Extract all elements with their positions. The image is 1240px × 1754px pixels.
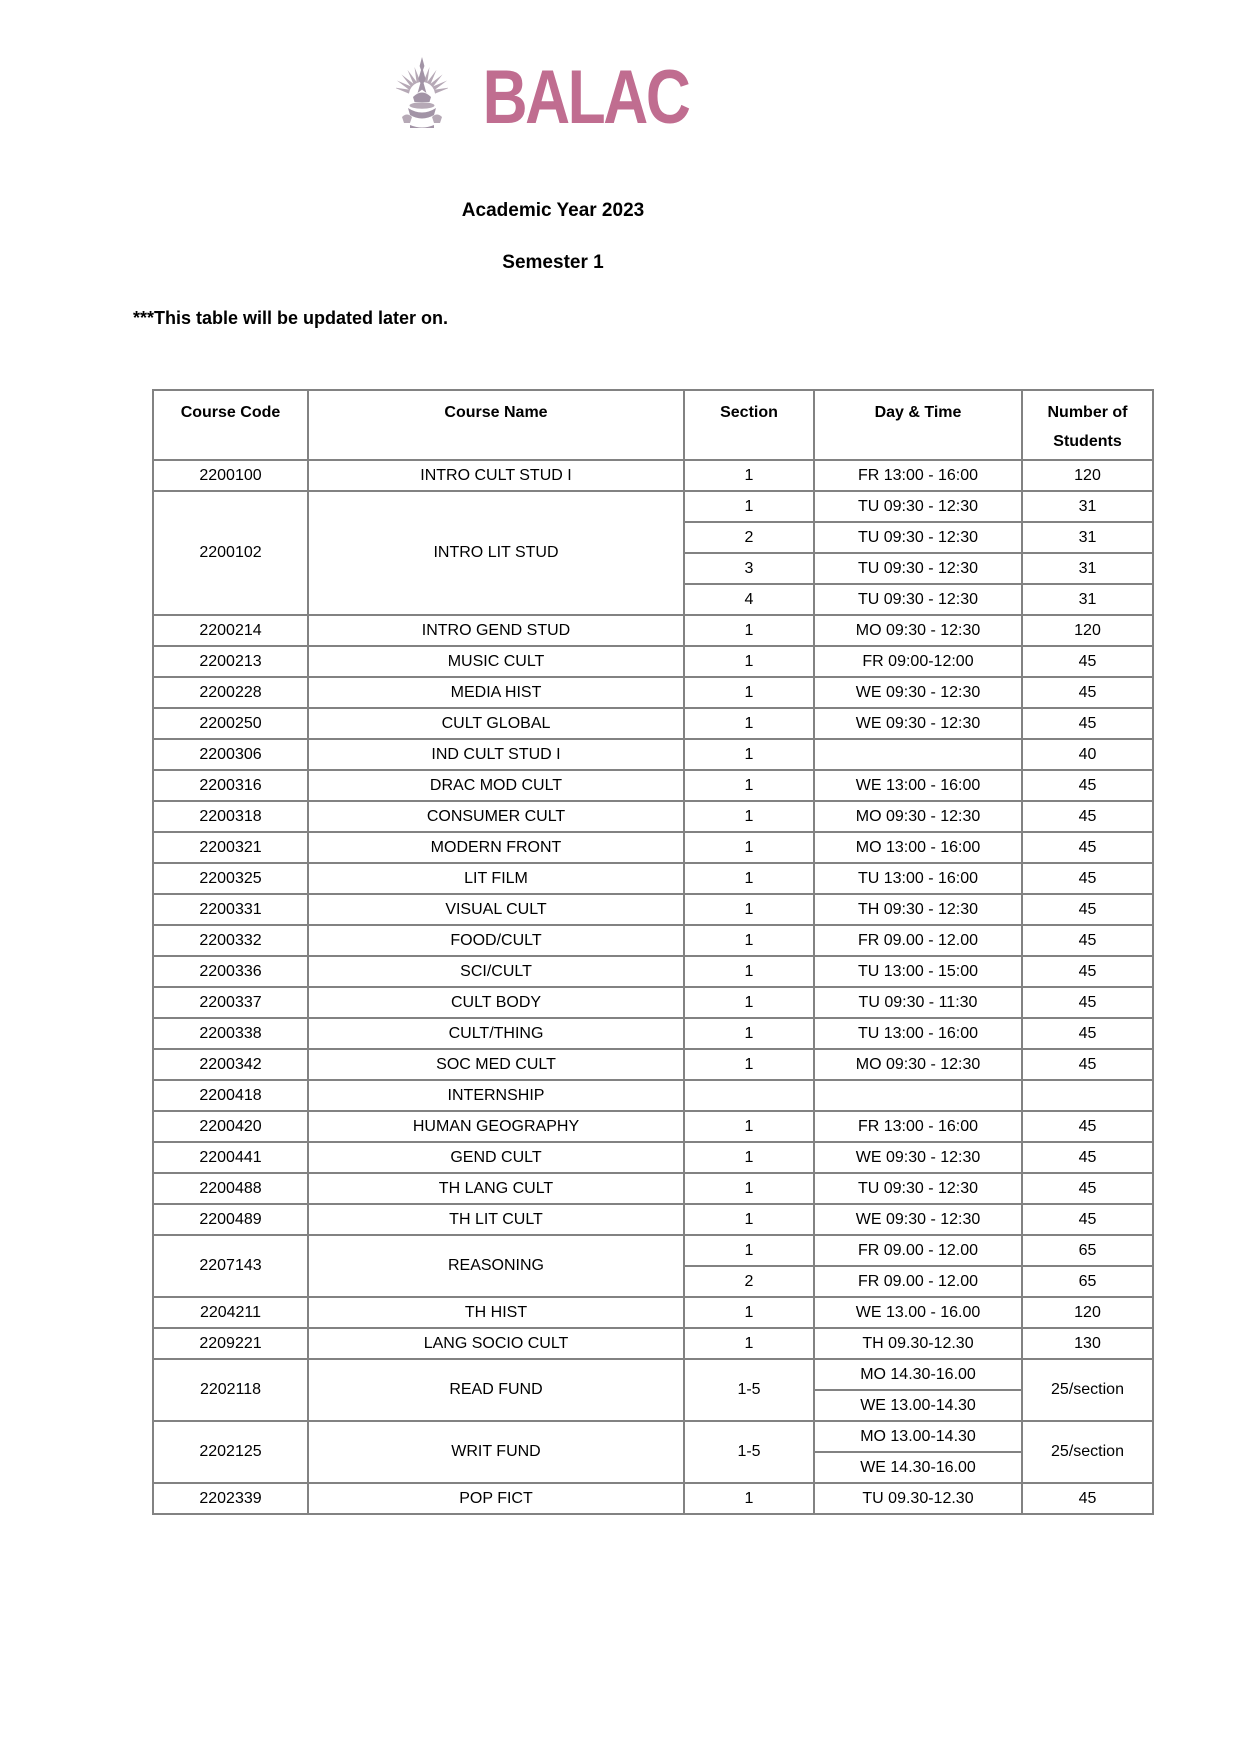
table-row [153, 1080, 1153, 1111]
table-row [153, 894, 1153, 925]
course-name-cell: TH LANG CULT [308, 1173, 684, 1204]
course-name-cell: CULT BODY [308, 987, 684, 1018]
students-cell: 45 [1022, 1049, 1153, 1080]
day-time-cell: MO 13.00-14.30 [814, 1421, 1022, 1452]
course-name-cell: TH LIT CULT [308, 1204, 684, 1235]
table-row [153, 1297, 1153, 1328]
section-cell: 1 [684, 708, 814, 739]
course-code-cell: 2202339 [153, 1483, 308, 1514]
course-code-cell: 2200331 [153, 894, 308, 925]
table-row [153, 1049, 1153, 1080]
course-name-cell: IND CULT STUD I [308, 739, 684, 770]
course-code-cell: 2200337 [153, 987, 308, 1018]
course-code-cell: 2202118 [153, 1359, 308, 1421]
course-code-cell: 2200250 [153, 708, 308, 739]
section-cell: 2 [684, 1266, 814, 1297]
course-code-cell: 2200316 [153, 770, 308, 801]
day-time-cell: FR 13:00 - 16:00 [814, 460, 1022, 491]
course-name-cell: INTRO CULT STUD I [308, 460, 684, 491]
students-cell: 45 [1022, 677, 1153, 708]
section-cell: 1 [684, 987, 814, 1018]
course-code-cell: 2202125 [153, 1421, 308, 1483]
day-time-cell: WE 13:00 - 16:00 [814, 770, 1022, 801]
day-time-cell: WE 09:30 - 12:30 [814, 1204, 1022, 1235]
course-name-cell: LANG SOCIO CULT [308, 1328, 684, 1359]
course-schedule-table [152, 389, 1154, 1515]
course-name-cell: SCI/CULT [308, 956, 684, 987]
day-time-cell: TU 09:30 - 11:30 [814, 987, 1022, 1018]
day-time-cell: TH 09.30-12.30 [814, 1328, 1022, 1359]
day-time-cell: FR 13:00 - 16:00 [814, 1111, 1022, 1142]
day-time-cell: MO 09:30 - 12:30 [814, 1049, 1022, 1080]
course-code-cell: 2200488 [153, 1173, 308, 1204]
course-code-cell: 2200318 [153, 801, 308, 832]
section-cell: 1 [684, 739, 814, 770]
day-time-cell: MO 14.30-16.00 [814, 1359, 1022, 1390]
page-title: Academic Year 2023 [461, 200, 645, 221]
day-time-cell: FR 09.00 - 12.00 [814, 1266, 1022, 1297]
day-time-cell: TU 09:30 - 12:30 [814, 491, 1022, 522]
day-time-cell [814, 1080, 1022, 1111]
course-name-cell: POP FICT [308, 1483, 684, 1514]
section-cell: 1 [684, 1018, 814, 1049]
course-name-cell: GEND CULT [308, 1142, 684, 1173]
students-cell: 45 [1022, 1173, 1153, 1204]
section-cell: 1 [684, 615, 814, 646]
table-row [153, 801, 1153, 832]
course-name-cell: CULT GLOBAL [308, 708, 684, 739]
table-row [153, 677, 1153, 708]
students-cell: 31 [1022, 553, 1153, 584]
students-cell: 31 [1022, 584, 1153, 615]
day-time-cell: TU 13:00 - 15:00 [814, 956, 1022, 987]
table-row [153, 615, 1153, 646]
section-cell: 1 [684, 832, 814, 863]
day-time-cell: WE 09:30 - 12:30 [814, 708, 1022, 739]
header-number-of-students [1022, 390, 1153, 460]
students-cell: 31 [1022, 522, 1153, 553]
day-time-cell: FR 09:00-12:00 [814, 646, 1022, 677]
table-row [153, 1142, 1153, 1173]
students-cell: 45 [1022, 708, 1153, 739]
header-course-code: Course Code [153, 390, 308, 460]
students-cell: 65 [1022, 1235, 1153, 1266]
header-section: Section [684, 390, 814, 460]
table-row [153, 1235, 1153, 1266]
section-cell: 1-5 [684, 1359, 814, 1421]
section-cell: 1 [684, 1204, 814, 1235]
balac-logo [133, 52, 973, 144]
course-code-cell: 2200336 [153, 956, 308, 987]
table-row [153, 1204, 1153, 1235]
header-course-name: Course Name [308, 390, 684, 460]
course-code-cell: 2200102 [153, 491, 308, 615]
day-time-cell: WE 14.30-16.00 [814, 1452, 1022, 1483]
table-row [153, 925, 1153, 956]
day-time-cell: WE 13.00-14.30 [814, 1390, 1022, 1421]
students-cell: 40 [1022, 739, 1153, 770]
day-time-cell: TU 09:30 - 12:30 [814, 584, 1022, 615]
update-note: ***This table will be updated later on. [133, 308, 449, 328]
table-row [153, 491, 1153, 522]
course-code-cell: 2200214 [153, 615, 308, 646]
table-row [153, 646, 1153, 677]
section-cell: 1 [684, 1235, 814, 1266]
students-cell: 45 [1022, 987, 1153, 1018]
course-code-cell: 2200332 [153, 925, 308, 956]
table-row [153, 956, 1153, 987]
section-cell: 1 [684, 863, 814, 894]
section-cell: 1 [684, 460, 814, 491]
course-name-cell: DRAC MOD CULT [308, 770, 684, 801]
section-cell: 1 [684, 925, 814, 956]
students-cell [1022, 1080, 1153, 1111]
course-name-cell: LIT FILM [308, 863, 684, 894]
section-cell: 1 [684, 1111, 814, 1142]
course-code-cell: 2200213 [153, 646, 308, 677]
students-cell: 45 [1022, 770, 1153, 801]
section-cell: 1 [684, 1328, 814, 1359]
table-row [153, 770, 1153, 801]
course-name-cell: VISUAL CULT [308, 894, 684, 925]
section-cell: 1 [684, 677, 814, 708]
section-cell: 1 [684, 894, 814, 925]
table-row [153, 832, 1153, 863]
course-code-cell: 2200306 [153, 739, 308, 770]
page-subtitle: Semester 1 [502, 252, 604, 273]
section-cell: 1 [684, 646, 814, 677]
course-code-cell: 2200325 [153, 863, 308, 894]
students-cell: 25/section [1022, 1359, 1153, 1421]
table-row [153, 1421, 1153, 1452]
students-cell: 130 [1022, 1328, 1153, 1359]
day-time-cell: WE 09:30 - 12:30 [814, 1142, 1022, 1173]
brand-wordmark: BALAC [482, 55, 688, 140]
course-name-cell: INTERNSHIP [308, 1080, 684, 1111]
section-cell: 1 [684, 770, 814, 801]
course-code-cell: 2200489 [153, 1204, 308, 1235]
day-time-cell: WE 13.00 - 16.00 [814, 1297, 1022, 1328]
table-row [153, 1328, 1153, 1359]
day-time-cell: TH 09:30 - 12:30 [814, 894, 1022, 925]
table-row [153, 1483, 1153, 1514]
header-day-time: Day & Time [814, 390, 1022, 460]
course-name-cell: MODERN FRONT [308, 832, 684, 863]
section-cell: 1 [684, 1483, 814, 1514]
course-code-cell: 2200321 [153, 832, 308, 863]
day-time-cell: MO 09:30 - 12:30 [814, 801, 1022, 832]
day-time-cell: TU 13:00 - 16:00 [814, 863, 1022, 894]
day-time-cell [814, 739, 1022, 770]
students-cell: 45 [1022, 1142, 1153, 1173]
table-row [153, 708, 1153, 739]
course-name-cell: INTRO LIT STUD [308, 491, 684, 615]
day-time-cell: MO 09:30 - 12:30 [814, 615, 1022, 646]
section-cell: 1 [684, 1173, 814, 1204]
students-cell: 45 [1022, 894, 1153, 925]
students-cell: 45 [1022, 646, 1153, 677]
section-cell: 2 [684, 522, 814, 553]
course-name-cell: HUMAN GEOGRAPHY [308, 1111, 684, 1142]
course-code-cell: 2207143 [153, 1235, 308, 1297]
students-cell: 45 [1022, 956, 1153, 987]
day-time-cell: WE 09:30 - 12:30 [814, 677, 1022, 708]
students-cell: 45 [1022, 1483, 1153, 1514]
course-name-cell: MUSIC CULT [308, 646, 684, 677]
section-cell: 1 [684, 1297, 814, 1328]
students-cell: 120 [1022, 460, 1153, 491]
section-cell [684, 1080, 814, 1111]
table-row [153, 1111, 1153, 1142]
header-row [153, 390, 1153, 460]
course-name-cell: REASONING [308, 1235, 684, 1297]
students-cell: 45 [1022, 925, 1153, 956]
students-cell: 31 [1022, 491, 1153, 522]
students-cell: 120 [1022, 1297, 1153, 1328]
table-row [153, 1018, 1153, 1049]
course-code-cell: 2200441 [153, 1142, 308, 1173]
course-code-cell: 2200228 [153, 677, 308, 708]
section-cell: 1 [684, 1142, 814, 1173]
course-name-cell: CONSUMER CULT [308, 801, 684, 832]
university-crest-icon [396, 57, 448, 140]
table-row [153, 1173, 1153, 1204]
students-cell: 45 [1022, 1111, 1153, 1142]
header-students-line2: Students [1053, 433, 1122, 450]
table-row [153, 460, 1153, 491]
day-time-cell: TU 09:30 - 12:30 [814, 553, 1022, 584]
students-cell: 45 [1022, 801, 1153, 832]
students-cell: 120 [1022, 615, 1153, 646]
day-time-cell: TU 09:30 - 12:30 [814, 1173, 1022, 1204]
course-name-cell: MEDIA HIST [308, 677, 684, 708]
day-time-cell: TU 09.30-12.30 [814, 1483, 1022, 1514]
day-time-cell: FR 09.00 - 12.00 [814, 925, 1022, 956]
course-code-cell: 2200420 [153, 1111, 308, 1142]
table-row [153, 739, 1153, 770]
course-code-cell: 2200418 [153, 1080, 308, 1111]
students-cell: 45 [1022, 1018, 1153, 1049]
students-cell: 45 [1022, 832, 1153, 863]
course-code-cell: 2200342 [153, 1049, 308, 1080]
section-cell: 1 [684, 1049, 814, 1080]
day-time-cell: FR 09.00 - 12.00 [814, 1235, 1022, 1266]
course-code-cell: 2204211 [153, 1297, 308, 1328]
header-students-line1: Number of [1047, 404, 1128, 421]
course-name-cell: READ FUND [308, 1359, 684, 1421]
course-name-cell: FOOD/CULT [308, 925, 684, 956]
course-name-cell: SOC MED CULT [308, 1049, 684, 1080]
course-name-cell: INTRO GEND STUD [308, 615, 684, 646]
students-cell: 25/section [1022, 1421, 1153, 1483]
table-row [153, 863, 1153, 894]
students-cell: 45 [1022, 863, 1153, 894]
course-code-cell: 2200338 [153, 1018, 308, 1049]
section-cell: 1 [684, 491, 814, 522]
section-cell: 1-5 [684, 1421, 814, 1483]
section-cell: 3 [684, 553, 814, 584]
students-cell: 45 [1022, 1204, 1153, 1235]
day-time-cell: MO 13:00 - 16:00 [814, 832, 1022, 863]
day-time-cell: TU 13:00 - 16:00 [814, 1018, 1022, 1049]
students-cell: 65 [1022, 1266, 1153, 1297]
day-time-cell: TU 09:30 - 12:30 [814, 522, 1022, 553]
course-code-cell: 2200100 [153, 460, 308, 491]
course-name-cell: WRIT FUND [308, 1421, 684, 1483]
course-name-cell: CULT/THING [308, 1018, 684, 1049]
section-cell: 1 [684, 801, 814, 832]
section-cell: 1 [684, 956, 814, 987]
section-cell: 4 [684, 584, 814, 615]
table-row [153, 987, 1153, 1018]
course-code-cell: 2209221 [153, 1328, 308, 1359]
course-name-cell: TH HIST [308, 1297, 684, 1328]
table-row [153, 1359, 1153, 1390]
